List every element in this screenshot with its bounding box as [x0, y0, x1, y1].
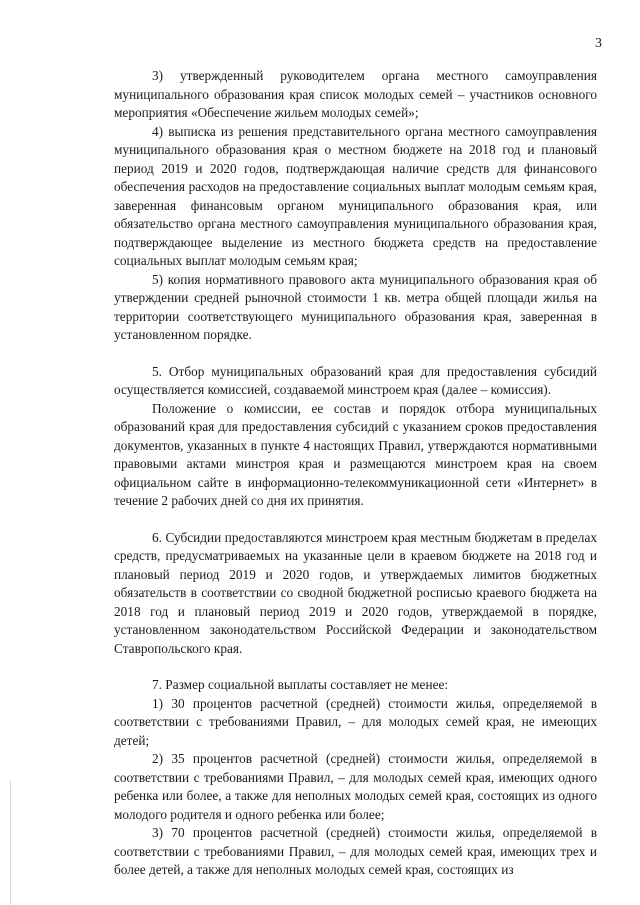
document-body — [114, 67, 597, 880]
paragraph-section-5: 5. Отбор муниципальных образований края для предоставления субсидий осуществляется комиссией, создаваемой минстроем края (далее – комиссия). — [114, 363, 597, 397]
page-number: 3 — [595, 36, 602, 51]
paragraph-section-6: 6. Субсидии предоставляются минстроем края местным бюджетам в пределах средств, предусматриваемых на указанные цели в краевом бюджете на 2018 год и плановый период 2019 и 2020 годов, и утверждаемых лимитов бюджетных обязательств в соответствии со сводной бюджетной росписью краевого бюджета на 2018 год и плановый период 2019 и 2020 годов, утверждаемой в порядке, установленном законодательством Российской Федерации и законодательством Ставропольского края. — [114, 529, 597, 656]
paragraph-item-4: 4) выписка из решения представительного органа местного самоуправления муниципального образования края о местном бюджете на 2018 год и плановый период 2019 и 2020 годов, подтверждающая наличие средств для финансового обеспечения расходов на предоставление социальных выплат молодым семьям края, заверенная финансовым органом муниципального образования края, или обязательство органа местного самоуправления муниципального образования края, подтверждающее выделение из местного бюджета средств на предоставление социальных выплат молодым семьям края; — [114, 123, 597, 268]
scan-margin-line — [10, 780, 11, 905]
paragraph-item-3: 3) утвержденный руководителем органа местного самоуправления муниципального образования края список молодых семей – участников основного мероприятия «Обеспечение жильем молодых семей»; — [114, 68, 597, 120]
paragraph-commission: Положение о комиссии, ее состав и порядок отбора муниципальных образований края для предоставления субсидий с указанием сроков предоставления документов, указанных в пункте 4 настоящих Правил, утверждаются нормативными правовыми актами минстроя края и размещаются минстроем края на своем официальном сайте в информационно-телекоммуникационной сети «Интернет» в течение 2 рабочих дней со дня их принятия. — [114, 400, 597, 508]
paragraph-item-5: 5) копия нормативного правового акта муниципального образования края об утверждении средней рыночной стоимости 1 кв. метра общей площади жилья на территории соответствующего муниципального образования края, заверенная в установленном порядке. — [114, 271, 597, 342]
paragraph-payment-3: 3) 70 процентов расчетной (средней) стоимости жилья, определяемой в соответствии с требованиями Правил, – для молодых семей края, имеющих трех и более детей, а также для неполных молодых семей края, состоящих из — [114, 825, 597, 877]
paragraph-payment-1: 1) 30 процентов расчетной (средней) стоимости жилья, определяемой в соответствии с требованиями Правил, – для молодых семей края, не имеющих детей; — [114, 695, 597, 748]
paragraph-section-7: 7. Размер социальной выплаты составляет не менее: — [152, 677, 449, 692]
paragraph-payment-2: 2) 35 процентов расчетной (средней) стоимости жилья, определяемой в соответствии с требованиями Правил, – для молодых семей края, имеющих одного ребенка или более, а также для неполных молодых семей края, состоящих из одного молодого родителя и одного ребенка или более; — [114, 751, 597, 822]
